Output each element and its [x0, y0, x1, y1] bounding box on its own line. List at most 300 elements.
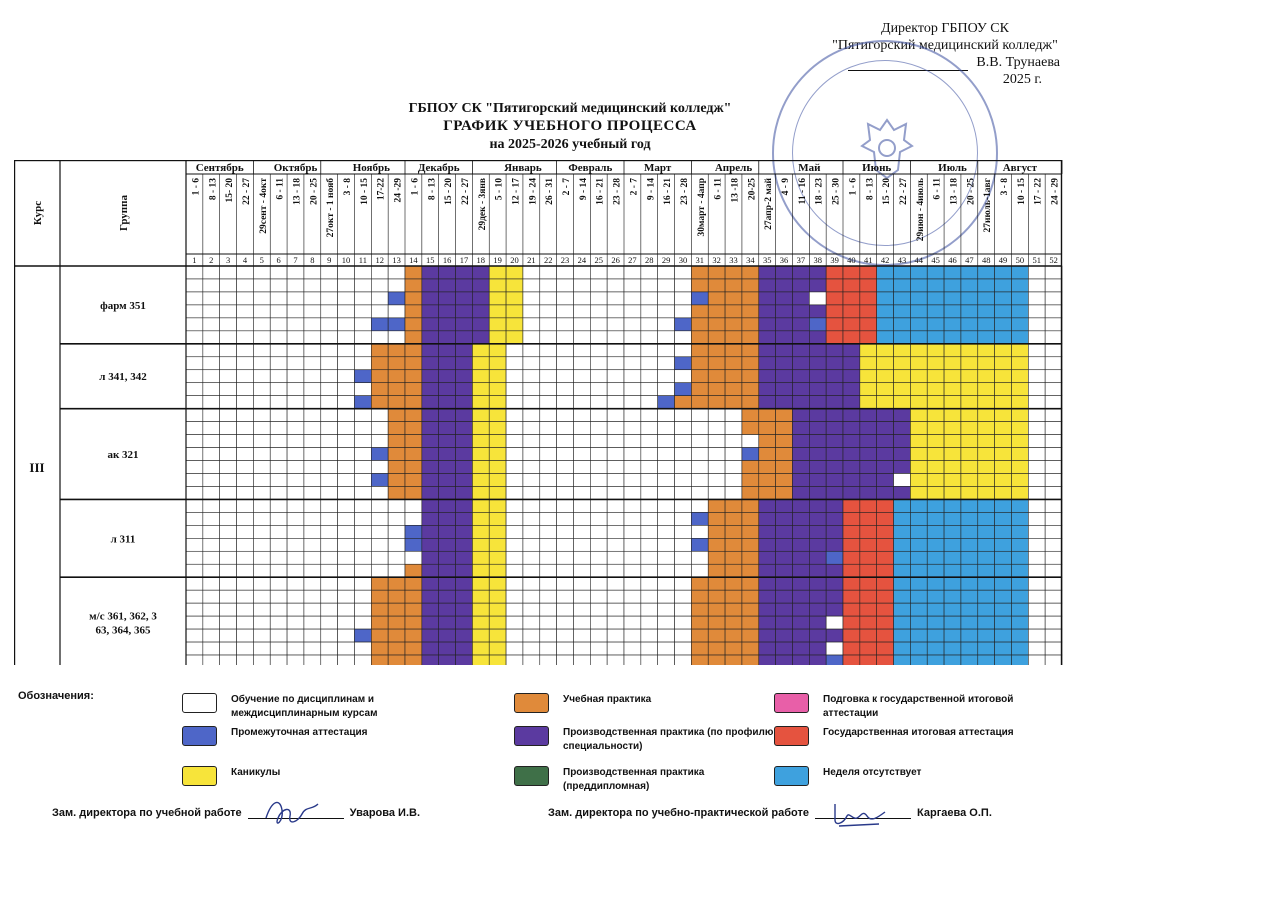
schedule-cell	[304, 461, 321, 474]
schedule-cell	[641, 266, 658, 279]
schedule-cell	[910, 279, 927, 292]
schedule-cell	[675, 279, 692, 292]
schedule-cell	[237, 577, 254, 590]
schedule-cell	[304, 629, 321, 642]
week-number: 36	[779, 255, 789, 265]
schedule-cell	[961, 331, 978, 344]
schedule-cell	[776, 292, 793, 305]
schedule-cell	[439, 435, 456, 448]
schedule-cell	[371, 266, 388, 279]
schedule-cell	[540, 383, 557, 396]
schedule-cell	[388, 383, 405, 396]
schedule-cell	[624, 370, 641, 383]
schedule-cell	[354, 292, 371, 305]
week-number: 41	[864, 255, 873, 265]
schedule-cell	[573, 305, 590, 318]
schedule-cell	[877, 590, 894, 603]
schedule-cell	[472, 344, 489, 357]
schedule-cell	[978, 525, 995, 538]
schedule-cell	[540, 461, 557, 474]
schedule-cell	[624, 590, 641, 603]
schedule-cell	[691, 564, 708, 577]
schedule-cell	[371, 603, 388, 616]
schedule-cell	[354, 409, 371, 422]
week-number: 52	[1049, 255, 1058, 265]
schedule-cell	[540, 590, 557, 603]
week-label: 23 - 28	[612, 178, 623, 205]
schedule-cell	[978, 448, 995, 461]
schedule-cell	[675, 486, 692, 499]
schedule-cell	[270, 590, 287, 603]
legend-title: Обозначения:	[18, 690, 94, 702]
schedule-cell	[809, 409, 826, 422]
schedule-cell	[506, 473, 523, 486]
schedule-cell	[237, 318, 254, 331]
schedule-cell	[489, 409, 506, 422]
schedule-cell	[557, 370, 574, 383]
schedule-cell	[371, 318, 388, 331]
schedule-cell	[877, 655, 894, 665]
schedule-cell	[523, 396, 540, 409]
schedule-cell	[910, 486, 927, 499]
schedule-cell	[792, 370, 809, 383]
schedule-cell	[321, 344, 338, 357]
schedule-cell	[860, 564, 877, 577]
schedule-cell	[860, 396, 877, 409]
schedule-cell	[321, 357, 338, 370]
schedule-cell	[961, 435, 978, 448]
schedule-cell	[725, 357, 742, 370]
schedule-cell	[776, 305, 793, 318]
schedule-cell	[910, 448, 927, 461]
schedule-cell	[894, 331, 911, 344]
schedule-cell	[590, 396, 607, 409]
schedule-cell	[321, 266, 338, 279]
schedule-cell	[708, 655, 725, 665]
schedule-cell	[540, 603, 557, 616]
schedule-cell	[759, 642, 776, 655]
schedule-cell	[220, 396, 237, 409]
schedule-cell	[439, 357, 456, 370]
schedule-cell	[809, 642, 826, 655]
approval-signature-line	[848, 54, 968, 71]
schedule-cell	[894, 655, 911, 665]
schedule-cell	[287, 512, 304, 525]
schedule-cell	[860, 331, 877, 344]
week-number: 20	[510, 255, 519, 265]
schedule-cell	[961, 603, 978, 616]
schedule-cell	[405, 331, 422, 344]
schedule-cell	[287, 448, 304, 461]
schedule-cell	[506, 448, 523, 461]
schedule-cell	[1028, 590, 1045, 603]
schedule-cell	[304, 279, 321, 292]
schedule-cell	[944, 396, 961, 409]
schedule-cell	[759, 616, 776, 629]
signature-deputy-practice-line	[815, 800, 911, 819]
schedule-cell	[860, 538, 877, 551]
schedule-cell	[658, 629, 675, 642]
week-number: 48	[981, 255, 991, 265]
schedule-cell	[978, 629, 995, 642]
schedule-cell	[304, 448, 321, 461]
schedule-cell	[203, 629, 220, 642]
schedule-cell	[237, 590, 254, 603]
schedule-cell	[691, 448, 708, 461]
schedule-cell	[439, 305, 456, 318]
schedule-cell	[1011, 616, 1028, 629]
schedule-cell	[860, 266, 877, 279]
schedule-cell	[759, 525, 776, 538]
schedule-cell	[843, 486, 860, 499]
schedule-cell	[1045, 616, 1062, 629]
schedule-cell	[927, 396, 944, 409]
schedule-cell	[1045, 318, 1062, 331]
schedule-cell	[422, 499, 439, 512]
schedule-cell	[338, 642, 355, 655]
schedule-cell	[658, 331, 675, 344]
schedule-cell	[321, 603, 338, 616]
schedule-cell	[523, 525, 540, 538]
schedule-cell	[456, 590, 473, 603]
schedule-cell	[742, 551, 759, 564]
week-label: 13 - 18	[292, 178, 303, 205]
schedule-cell	[321, 538, 338, 551]
schedule-cell	[1011, 461, 1028, 474]
schedule-cell	[1028, 435, 1045, 448]
schedule-cell	[354, 525, 371, 538]
schedule-cell	[304, 344, 321, 357]
schedule-cell	[506, 616, 523, 629]
schedule-cell	[691, 577, 708, 590]
schedule-cell	[759, 499, 776, 512]
schedule-cell	[506, 461, 523, 474]
course-label: III	[29, 460, 45, 475]
schedule-cell	[624, 486, 641, 499]
schedule-cell	[573, 616, 590, 629]
schedule-cell	[658, 603, 675, 616]
schedule-cell	[809, 590, 826, 603]
schedule-cell	[237, 279, 254, 292]
schedule-cell	[961, 357, 978, 370]
schedule-cell	[809, 655, 826, 665]
schedule-cell	[1011, 435, 1028, 448]
schedule-cell	[422, 642, 439, 655]
schedule-cell	[523, 551, 540, 564]
schedule-cell	[1045, 266, 1062, 279]
schedule-cell	[388, 590, 405, 603]
week-label: 6 - 11	[275, 178, 286, 200]
schedule-cell	[354, 318, 371, 331]
schedule-cell	[388, 538, 405, 551]
week-label: 18 - 23	[814, 178, 825, 205]
schedule-cell	[894, 383, 911, 396]
schedule-cell	[607, 266, 624, 279]
schedule-cell	[253, 486, 270, 499]
schedule-cell	[978, 383, 995, 396]
schedule-cell	[287, 616, 304, 629]
schedule-cell	[843, 409, 860, 422]
schedule-cell	[877, 577, 894, 590]
schedule-cell	[220, 590, 237, 603]
schedule-cell	[203, 370, 220, 383]
schedule-cell	[1045, 422, 1062, 435]
schedule-cell	[186, 396, 203, 409]
week-number: 13	[392, 255, 401, 265]
schedule-cell	[624, 318, 641, 331]
schedule-cell	[405, 435, 422, 448]
week-number: 40	[847, 255, 856, 265]
schedule-cell	[910, 512, 927, 525]
schedule-cell	[708, 435, 725, 448]
schedule-cell	[877, 512, 894, 525]
document-titles	[300, 100, 840, 153]
schedule-cell	[388, 642, 405, 655]
schedule-cell	[253, 512, 270, 525]
schedule-cell	[590, 331, 607, 344]
schedule-cell	[422, 551, 439, 564]
schedule-cell	[371, 292, 388, 305]
schedule-cell	[489, 486, 506, 499]
schedule-cell	[910, 422, 927, 435]
schedule-cell	[675, 564, 692, 577]
schedule-cell	[809, 344, 826, 357]
schedule-cell	[641, 461, 658, 474]
schedule-cell	[675, 383, 692, 396]
schedule-cell	[725, 655, 742, 665]
schedule-cell	[843, 538, 860, 551]
schedule-cell	[641, 331, 658, 344]
schedule-cell	[489, 461, 506, 474]
schedule-cell	[826, 603, 843, 616]
schedule-cell	[927, 357, 944, 370]
schedule-cell	[910, 590, 927, 603]
schedule-cell	[220, 435, 237, 448]
schedule-cell	[439, 473, 456, 486]
schedule-cell	[422, 486, 439, 499]
schedule-cell	[675, 305, 692, 318]
schedule-cell	[927, 448, 944, 461]
schedule-cell	[961, 422, 978, 435]
schedule-cell	[607, 603, 624, 616]
week-label: 16 - 21	[663, 178, 674, 205]
schedule-cell	[826, 590, 843, 603]
schedule-cell	[422, 448, 439, 461]
schedule-cell	[759, 473, 776, 486]
schedule-cell	[371, 396, 388, 409]
schedule-cell	[691, 331, 708, 344]
schedule-cell	[675, 616, 692, 629]
schedule-cell	[792, 396, 809, 409]
schedule-cell	[1045, 448, 1062, 461]
schedule-cell	[860, 318, 877, 331]
schedule-cell	[961, 370, 978, 383]
schedule-cell	[776, 603, 793, 616]
schedule-cell	[287, 409, 304, 422]
schedule-cell	[961, 564, 978, 577]
schedule-cell	[489, 473, 506, 486]
schedule-cell	[961, 655, 978, 665]
schedule-cell	[894, 551, 911, 564]
schedule-cell	[860, 370, 877, 383]
schedule-cell	[978, 564, 995, 577]
schedule-cell	[877, 564, 894, 577]
schedule-cell	[456, 409, 473, 422]
schedule-cell	[573, 422, 590, 435]
schedule-cell	[860, 461, 877, 474]
schedule-cell	[371, 357, 388, 370]
schedule-cell	[270, 422, 287, 435]
schedule-cell	[220, 486, 237, 499]
schedule-cell	[203, 603, 220, 616]
schedule-cell	[944, 383, 961, 396]
schedule-cell	[624, 292, 641, 305]
schedule-cell	[607, 448, 624, 461]
week-number: 26	[611, 255, 620, 265]
schedule-cell	[405, 357, 422, 370]
schedule-cell	[338, 577, 355, 590]
schedule-cell	[624, 616, 641, 629]
schedule-cell	[675, 409, 692, 422]
schedule-cell	[590, 279, 607, 292]
schedule-cell	[1045, 551, 1062, 564]
schedule-cell	[489, 344, 506, 357]
schedule-cell	[270, 538, 287, 551]
schedule-cell	[675, 292, 692, 305]
schedule-cell	[203, 344, 220, 357]
schedule-cell	[506, 577, 523, 590]
schedule-cell	[708, 590, 725, 603]
schedule-cell	[742, 344, 759, 357]
schedule-cell	[489, 305, 506, 318]
schedule-cell	[472, 331, 489, 344]
schedule-cell	[321, 396, 338, 409]
schedule-cell	[338, 292, 355, 305]
schedule-cell	[371, 448, 388, 461]
schedule-cell	[860, 279, 877, 292]
schedule-cell	[557, 435, 574, 448]
schedule-cell	[995, 305, 1012, 318]
schedule-cell	[675, 344, 692, 357]
schedule-cell	[624, 603, 641, 616]
schedule-cell	[371, 383, 388, 396]
schedule-cell	[573, 577, 590, 590]
schedule-cell	[708, 279, 725, 292]
schedule-cell	[894, 629, 911, 642]
schedule-cell	[253, 577, 270, 590]
schedule-cell	[809, 603, 826, 616]
schedule-cell	[203, 396, 220, 409]
schedule-cell	[607, 551, 624, 564]
schedule-cell	[439, 642, 456, 655]
schedule-cell	[809, 564, 826, 577]
schedule-cell	[759, 357, 776, 370]
week-label: 26 - 31	[545, 178, 556, 205]
schedule-cell	[220, 564, 237, 577]
schedule-cell	[624, 357, 641, 370]
schedule-cell	[237, 331, 254, 344]
schedule-cell	[927, 370, 944, 383]
schedule-cell	[422, 473, 439, 486]
schedule-cell	[860, 629, 877, 642]
schedule-cell	[607, 616, 624, 629]
schedule-cell	[809, 370, 826, 383]
schedule-cell	[809, 538, 826, 551]
schedule-cell	[540, 642, 557, 655]
schedule-cell	[978, 435, 995, 448]
schedule-cell	[270, 435, 287, 448]
schedule-cell	[860, 473, 877, 486]
schedule-cell	[439, 318, 456, 331]
schedule-cell	[927, 616, 944, 629]
schedule-cell	[388, 435, 405, 448]
schedule-cell	[843, 422, 860, 435]
week-label: 13 -18	[730, 178, 741, 203]
schedule-cell	[338, 331, 355, 344]
schedule-cell	[354, 564, 371, 577]
schedule-cell	[287, 331, 304, 344]
legend-swatch-no-week	[774, 766, 809, 786]
schedule-cell	[624, 266, 641, 279]
week-number: 47	[965, 255, 974, 265]
schedule-cell	[792, 266, 809, 279]
schedule-cell	[573, 435, 590, 448]
schedule-cell	[237, 461, 254, 474]
schedule-cell	[338, 422, 355, 435]
schedule-cell	[321, 499, 338, 512]
schedule-cell	[792, 292, 809, 305]
schedule-cell	[405, 292, 422, 305]
schedule-cell	[944, 473, 961, 486]
schedule-cell	[860, 603, 877, 616]
schedule-cell	[1011, 642, 1028, 655]
schedule-cell	[489, 551, 506, 564]
schedule-cell	[759, 422, 776, 435]
schedule-cell	[506, 551, 523, 564]
schedule-cell	[910, 629, 927, 642]
schedule-cell	[354, 616, 371, 629]
schedule-cell	[1045, 409, 1062, 422]
period-title: на 2025-2026 учебный год	[489, 137, 651, 152]
legend-swatch-production	[514, 726, 549, 746]
schedule-cell	[557, 409, 574, 422]
week-label: 8 - 13	[865, 178, 876, 201]
schedule-cell	[658, 292, 675, 305]
schedule-cell	[995, 370, 1012, 383]
schedule-cell	[910, 655, 927, 665]
schedule-cell	[270, 396, 287, 409]
schedule-cell	[439, 629, 456, 642]
schedule-cell	[742, 331, 759, 344]
schedule-cell	[489, 266, 506, 279]
schedule-cell	[927, 564, 944, 577]
schedule-cell	[944, 318, 961, 331]
schedule-cell	[523, 499, 540, 512]
schedule-cell	[321, 616, 338, 629]
schedule-cell	[456, 473, 473, 486]
schedule-cell	[456, 538, 473, 551]
schedule-cell	[237, 422, 254, 435]
schedule-cell	[506, 655, 523, 665]
schedule-cell	[776, 383, 793, 396]
schedule-cell	[237, 370, 254, 383]
schedule-cell	[405, 655, 422, 665]
schedule-cell	[203, 409, 220, 422]
schedule-cell	[658, 499, 675, 512]
schedule-cell	[658, 590, 675, 603]
schedule-cell	[557, 499, 574, 512]
schedule-cell	[354, 370, 371, 383]
